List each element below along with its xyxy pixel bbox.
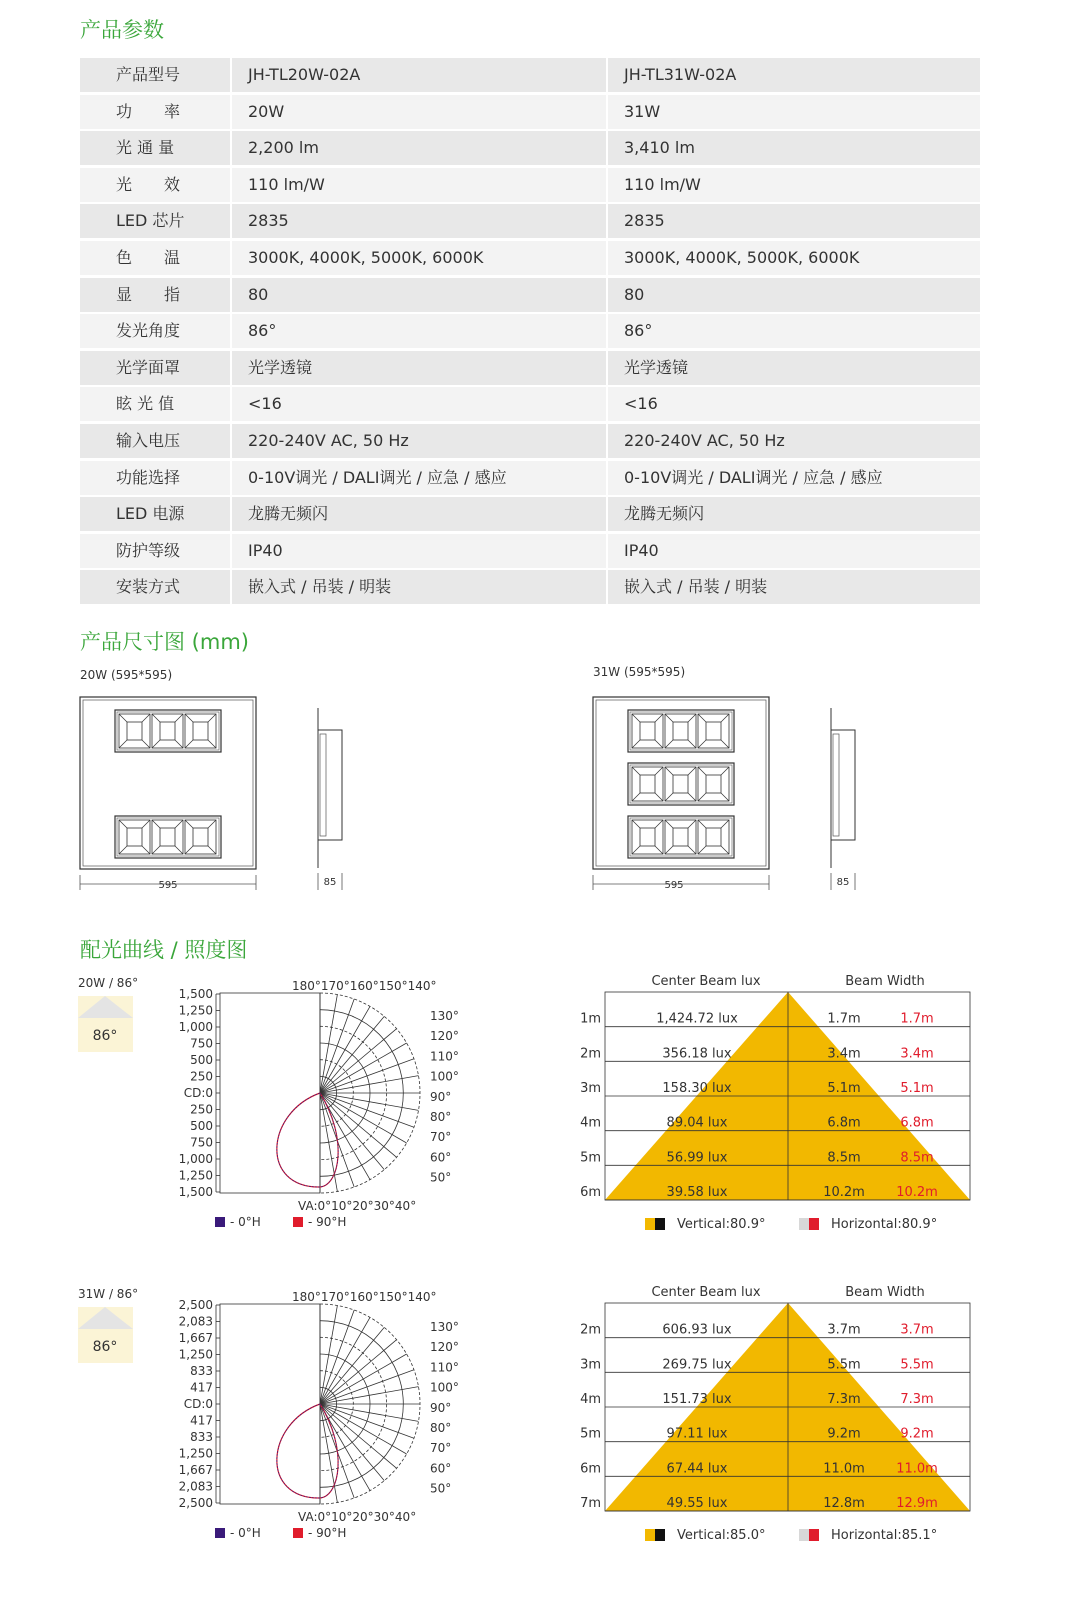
scale-label: 750 [190, 1036, 213, 1051]
spec-value-20w: 2835 [232, 204, 606, 238]
beam-width-h: 3.4m [900, 1046, 934, 1062]
beam-width-v: 10.2m [823, 1185, 865, 1200]
spec-value-20w: IP40 [232, 534, 606, 568]
dim-drawing-20w [70, 690, 370, 900]
legend-horizontal-swatch-b [809, 1529, 819, 1541]
spec-row [80, 278, 980, 312]
spec-row [80, 204, 980, 238]
scale-label: CD:0 [183, 1397, 213, 1411]
beam-lux: 49.55 lux [666, 1496, 728, 1511]
spec-row [80, 570, 980, 604]
spec-value-20w: 0-10V调光 / DALI调光 / 应急 / 感应 [232, 461, 606, 495]
polar-angle-label: 120° [430, 1029, 459, 1044]
spec-label: 显 指 [80, 278, 230, 312]
beam-distance: 6m [580, 1185, 601, 1200]
dim-caption-20w: 20W (595*595) [80, 668, 173, 682]
beam-header-lux: Center Beam lux [651, 1285, 761, 1300]
beam-width-h: 7.3m [900, 1392, 934, 1407]
legend-swatch-0h [215, 1528, 225, 1538]
beam-lux: 89.04 lux [666, 1115, 728, 1131]
polar-angle-label: 70° [430, 1441, 452, 1456]
beam-width-h: 12.9m [896, 1496, 938, 1511]
scale-label: 2,500 [178, 1298, 213, 1312]
polar-angle-label: 70° [430, 1130, 452, 1145]
spec-value-20w: 龙腾无频闪 [232, 497, 606, 531]
polar-angle-label: 120° [430, 1340, 459, 1355]
beam-distance: 2m [580, 1322, 601, 1338]
beam-angle-label: 86° [92, 1028, 118, 1044]
beam-header-width: Beam Width [845, 974, 925, 989]
beam-distance: 3m [580, 1357, 601, 1373]
spec-label: 功能选择 [80, 461, 230, 495]
spec-value-20w: 80 [232, 278, 606, 312]
polar-bottom-label: VA:0°10°20°30°40° [298, 1510, 417, 1524]
beam-header-lux: Center Beam lux [651, 974, 761, 989]
beam-width-v: 1.7m [827, 1011, 861, 1027]
side-view-31w [831, 708, 855, 868]
legend-horizontal: Horizontal:80.9° [831, 1217, 938, 1232]
spec-label: 防护等级 [80, 534, 230, 568]
led-module [115, 816, 221, 858]
polar-bottom-label: VA:0°10°20°30°40° [298, 1199, 417, 1213]
spec-value-31w: IP40 [608, 534, 980, 568]
spec-value-31w: 220-240V AC, 50 Hz [608, 424, 980, 458]
legend-vertical: Vertical:85.0° [677, 1528, 766, 1543]
spec-value-31w: 龙腾无频闪 [608, 497, 980, 531]
beam-distance: 2m [580, 1046, 601, 1062]
spec-label: 功 率 [80, 95, 230, 129]
legend-0h: - 0°H [230, 1526, 261, 1540]
scale-label: 500 [190, 1119, 213, 1133]
spec-value-31w: 0-10V调光 / DALI调光 / 应急 / 感应 [608, 461, 980, 495]
beam-width-h: 8.5m [900, 1150, 934, 1166]
beam-distance: 1m [580, 1011, 601, 1027]
beam-lux: 606.93 lux [662, 1322, 732, 1338]
legend-0h: - 0°H [230, 1215, 261, 1229]
polar-angle-label: 50° [430, 1170, 452, 1185]
beam-lux: 356.18 lux [662, 1046, 732, 1062]
beam-lux: 39.58 lux [666, 1185, 728, 1200]
beam-angle-badge [78, 1307, 133, 1363]
beam-width-h: 3.7m [900, 1322, 934, 1338]
spec-row [80, 95, 980, 129]
polar-angle-label: 60° [430, 1461, 452, 1476]
polar-top-labels: 180°170°160°150°140° [292, 1290, 437, 1304]
spec-row [80, 461, 980, 495]
scale-label: 833 [190, 1364, 213, 1378]
spec-value-20w: 110 lm/W [232, 168, 606, 202]
legend-vertical: Vertical:80.9° [677, 1217, 766, 1232]
polar-angle-label: 50° [430, 1481, 452, 1496]
beam-lux: 97.11 lux [666, 1426, 728, 1442]
scale-label: 2,500 [178, 1496, 213, 1510]
spec-row [80, 131, 980, 165]
spec-label: 光 效 [80, 168, 230, 202]
spec-row [80, 58, 980, 92]
beam-width-v: 5.1m [827, 1081, 861, 1096]
spec-value-20w: 86° [232, 314, 606, 348]
beam-width-v: 7.3m [827, 1392, 861, 1407]
width-label-31w: 595 [664, 880, 684, 891]
spec-value-20w: 20W [232, 95, 606, 129]
beam-distance: 5m [580, 1150, 601, 1166]
polar-chart [70, 1281, 490, 1551]
beam-lux: 1,424.72 lux [656, 1011, 738, 1027]
dim-caption-31w: 31W (595*595) [593, 665, 686, 679]
legend-horizontal-swatch-a [799, 1529, 809, 1541]
scale-label: 833 [190, 1430, 213, 1444]
spec-value-31w: 110 lm/W [608, 168, 980, 202]
legend-90h: - 90°H [308, 1526, 347, 1540]
beam-width-v: 11.0m [823, 1461, 865, 1477]
legend-horizontal-swatch-a [799, 1218, 809, 1230]
beam-width-h: 5.5m [900, 1357, 934, 1373]
beam-width-h: 5.1m [900, 1081, 934, 1096]
scale-label: 500 [190, 1053, 213, 1067]
legend-vertical-swatch-a [645, 1529, 655, 1541]
beam-width-v: 12.8m [823, 1496, 865, 1511]
beam-lux: 269.75 lux [662, 1357, 732, 1373]
spec-value-31w: 光学透镜 [608, 351, 980, 385]
spec-row [80, 168, 980, 202]
depth-label-31w: 85 [836, 877, 850, 888]
scale-label: 1,250 [178, 1347, 213, 1362]
scale-label: 417 [190, 1413, 213, 1428]
scale-label: 1,500 [178, 987, 213, 1001]
scale-label: 1,667 [178, 1331, 213, 1345]
dimension-lines-31w [593, 873, 855, 890]
led-module [628, 710, 734, 752]
beam-distance: 4m [580, 1115, 601, 1131]
section-title-light-distribution: 配光曲线 / 照度图 [80, 938, 248, 962]
front-view-31w [593, 697, 769, 869]
section-title-params: 产品参数 [80, 18, 164, 42]
scale-label: 2,083 [178, 1479, 213, 1494]
beam-width-h: 1.7m [900, 1011, 934, 1027]
spec-row [80, 314, 980, 348]
spec-row [80, 351, 980, 385]
scale-label: 1,250 [178, 1168, 213, 1183]
polar-caption: 20W / 86° [78, 976, 139, 990]
polar-angle-label: 110° [430, 1360, 459, 1375]
beam-width-v: 6.8m [827, 1115, 861, 1131]
beam-width-h: 6.8m [900, 1115, 934, 1131]
beam-distance: 3m [580, 1081, 601, 1096]
front-view-20w [80, 697, 256, 869]
spec-label: LED 电源 [80, 497, 230, 531]
polar-angle-label: 110° [430, 1049, 459, 1064]
spec-value-31w: 3000K, 4000K, 5000K, 6000K [608, 241, 980, 275]
beam-distance: 7m [580, 1496, 601, 1511]
beam-angle-badge [78, 996, 133, 1052]
beam-angle-label: 86° [92, 1339, 118, 1355]
spec-value-31w: 3,410 lm [608, 131, 980, 165]
scale-label: 250 [190, 1069, 213, 1084]
scale-label: 417 [190, 1380, 213, 1395]
polar-angle-label: 100° [430, 1380, 459, 1395]
spec-value-31w: 31W [608, 95, 980, 129]
scale-label: CD:0 [183, 1086, 213, 1100]
spec-table [80, 58, 980, 607]
beam-width-h: 10.2m [896, 1185, 938, 1200]
polar-angle-label: 90° [430, 1089, 452, 1104]
beam-lux: 158.30 lux [662, 1081, 732, 1096]
beam-width-h: 9.2m [900, 1426, 934, 1442]
polar-caption: 31W / 86° [78, 1287, 139, 1301]
legend-horizontal-swatch-b [809, 1218, 819, 1230]
spec-label: 色 温 [80, 241, 230, 275]
spec-row [80, 424, 980, 458]
spec-value-20w: 220-240V AC, 50 Hz [232, 424, 606, 458]
beam-lux: 56.99 lux [666, 1150, 728, 1166]
spec-value-20w: 光学透镜 [232, 351, 606, 385]
spec-value-20w: JH-TL20W-02A [232, 58, 606, 92]
scale-label: 250 [190, 1102, 213, 1117]
spec-value-31w: 2835 [608, 204, 980, 238]
legend-90h: - 90°H [308, 1215, 347, 1229]
beam-chart [577, 970, 997, 1240]
polar-angle-label: 100° [430, 1069, 459, 1084]
beam-width-v: 8.5m [827, 1150, 861, 1166]
polar-chart [70, 970, 490, 1240]
width-label-20w: 595 [158, 880, 178, 891]
polar-top-labels: 180°170°160°150°140° [292, 979, 437, 993]
scale-label: 750 [190, 1135, 213, 1150]
legend-swatch-90h [293, 1528, 303, 1538]
spec-value-31w: <16 [608, 387, 980, 421]
polar-angle-label: 90° [430, 1400, 452, 1415]
beam-header-width: Beam Width [845, 1285, 925, 1300]
beam-width-v: 5.5m [827, 1357, 861, 1373]
beam-lux: 67.44 lux [666, 1461, 728, 1477]
spec-label: 发光角度 [80, 314, 230, 348]
scale-label: 1,250 [178, 1003, 213, 1018]
legend-vertical-swatch-a [645, 1218, 655, 1230]
spec-value-31w: 嵌入式 / 吊装 / 明装 [608, 570, 980, 604]
scale-label: 1,250 [178, 1446, 213, 1461]
beam-distance: 6m [580, 1461, 601, 1477]
spec-value-20w: 2,200 lm [232, 131, 606, 165]
spec-label: 产品型号 [80, 58, 230, 92]
led-module [628, 763, 734, 805]
spec-label: 光学面罩 [80, 351, 230, 385]
spec-value-20w: 嵌入式 / 吊装 / 明装 [232, 570, 606, 604]
legend-vertical-swatch-b [655, 1218, 665, 1230]
scale-label: 1,000 [178, 1152, 213, 1166]
beam-width-v: 9.2m [827, 1426, 861, 1442]
beam-distance: 5m [580, 1426, 601, 1442]
spec-row [80, 497, 980, 531]
spec-value-20w: <16 [232, 387, 606, 421]
polar-angle-label: 80° [430, 1421, 452, 1435]
spec-label: 眩 光 值 [80, 387, 230, 421]
beam-lux: 151.73 lux [662, 1392, 732, 1407]
polar-angle-label: 60° [430, 1150, 452, 1165]
spec-label: 光 通 量 [80, 131, 230, 165]
legend-vertical-swatch-b [655, 1529, 665, 1541]
spec-value-20w: 3000K, 4000K, 5000K, 6000K [232, 241, 606, 275]
dimension-lines-20w [80, 873, 342, 890]
legend-swatch-90h [293, 1217, 303, 1227]
spec-row [80, 241, 980, 275]
spec-label: LED 芯片 [80, 204, 230, 238]
spec-row [80, 387, 980, 421]
polar-angle-label: 130° [430, 1009, 459, 1023]
polar-angle-label: 80° [430, 1110, 452, 1124]
spec-row [80, 534, 980, 568]
beam-chart [577, 1281, 997, 1551]
spec-value-31w: JH-TL31W-02A [608, 58, 980, 92]
beam-width-v: 3.4m [827, 1046, 861, 1062]
spec-label: 输入电压 [80, 424, 230, 458]
beam-width-h: 11.0m [896, 1461, 938, 1477]
legend-horizontal: Horizontal:85.1° [831, 1528, 938, 1543]
beam-width-v: 3.7m [827, 1322, 861, 1338]
led-module [628, 816, 734, 858]
polar-angle-label: 130° [430, 1320, 459, 1334]
section-title-dimensions: 产品尺寸图 (mm) [80, 630, 249, 654]
scale-label: 1,667 [178, 1463, 213, 1477]
spec-value-31w: 86° [608, 314, 980, 348]
dim-drawing-31w [583, 690, 883, 900]
scale-label: 1,000 [178, 1020, 213, 1034]
scale-label: 2,083 [178, 1314, 213, 1329]
spec-label: 安装方式 [80, 570, 230, 604]
depth-label-20w: 85 [323, 877, 337, 888]
led-module [115, 710, 221, 752]
side-view-20w [318, 708, 342, 868]
spec-value-31w: 80 [608, 278, 980, 312]
scale-label: 1,500 [178, 1185, 213, 1199]
legend-swatch-0h [215, 1217, 225, 1227]
beam-distance: 4m [580, 1392, 601, 1407]
